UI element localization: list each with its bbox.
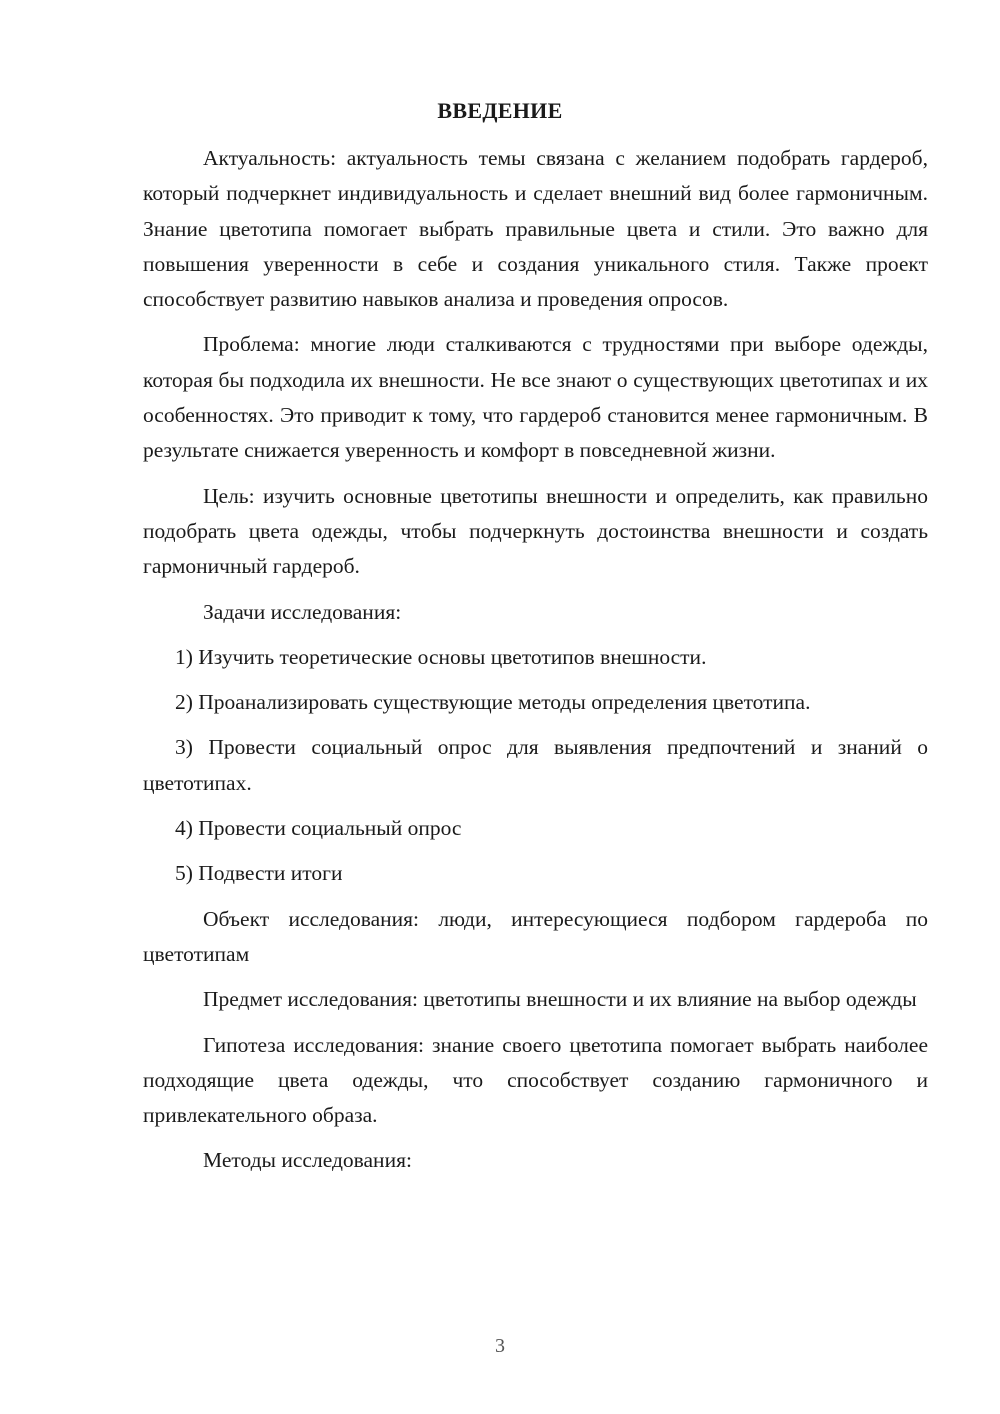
page-number: 3 (495, 1335, 505, 1357)
page-title: ВВЕДЕНИЕ (437, 98, 563, 123)
task-item-3: 3) Провести социальный опрос для выявления предпочтений и знаний о цветотипах. (143, 735, 928, 795)
paragraph-tasks-heading: Задачи исследования: (203, 599, 402, 624)
paragraph-relevance: Актуальность: актуальность темы связана с желанием подобрать гардероб, который подчеркнет индивидуальность и сделает внешний вид более гармоничным. Знание цветотипа помогает выбрать правильные цвета и стили. Это важно для повышения уверенности в себе и создания уникального стиля. Также проект способствует развитию навыков анализа и проведения опросов. (143, 146, 928, 312)
task-item-4: 4) Провести социальный опрос (175, 816, 462, 841)
paragraph-goal: Цель: изучить основные цветотипы внешности и определить, как правильно подобрать цвета одежды, чтобы подчеркнуть достоинства внешности и создать гармоничный гардероб. (143, 483, 928, 579)
task-item-2: 2) Проанализировать существующие методы определения цветотипа. (175, 690, 811, 715)
paragraph-problem: Проблема: многие люди сталкиваются с трудностями при выборе одежды, которая бы подходила их внешности. Не все знают о существующих цветотипах и их особенностях. Это приводит к тому, что гардероб становится менее гармоничным. В результате снижается уверенность и комфорт в повседневной жизни. (143, 332, 928, 463)
paragraph-subject: Предмет исследования: цветотипы внешности и их влияние на выбор одежды (203, 987, 917, 1012)
paragraph-methods-heading: Методы исследования: (203, 1148, 412, 1173)
paragraph-hypothesis: Гипотеза исследования: знание своего цветотипа помогает выбрать наиболее подходящие цвета одежды, что способствует созданию гармоничного и привлекательного образа. (143, 1032, 928, 1128)
paragraph-object: Объект исследования: люди, интересующиеся подбором гардероба по цветотипам (143, 906, 928, 966)
task-item-1: 1) Изучить теоретические основы цветотипов внешности. (175, 644, 707, 669)
task-item-5: 5) Подвести итоги (175, 861, 343, 886)
document-body (143, 141, 928, 1189)
